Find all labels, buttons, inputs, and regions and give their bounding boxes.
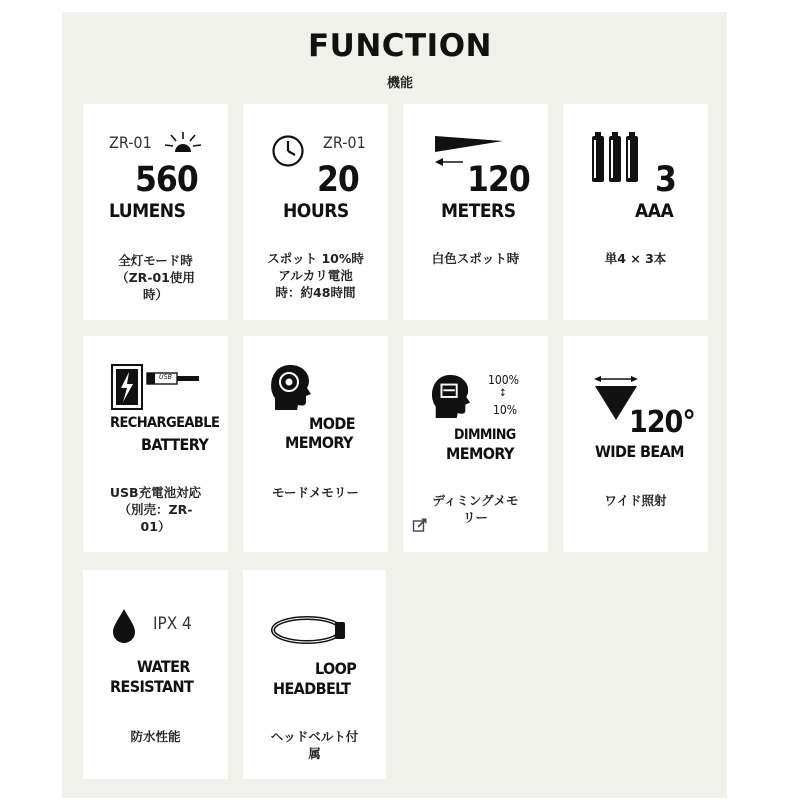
- dimming-line1: DIMMING: [454, 427, 516, 443]
- card-batteries: [563, 104, 708, 320]
- section-title: FUNCTION: [307, 28, 493, 64]
- mode-line1: MODE: [309, 414, 355, 433]
- head-dimming-icon: [430, 372, 472, 420]
- model-label: ZR-01: [323, 133, 366, 152]
- headbelt-icon: [269, 610, 347, 652]
- light-burst-icon: [163, 132, 203, 154]
- aaa-batteries-icon: [591, 132, 639, 184]
- head-memory-icon: [269, 362, 313, 412]
- rechargeable-line1: RECHARGEABLE: [110, 415, 220, 431]
- card-wide-beam: [563, 336, 708, 552]
- card-hours: [243, 104, 388, 320]
- dimming-low: 10%: [493, 403, 517, 417]
- meters-unit: METERS: [441, 200, 516, 222]
- beam-unit: WIDE BEAM: [595, 442, 684, 461]
- card-water: [83, 570, 228, 779]
- ipx-rating: IPX 4: [153, 614, 192, 634]
- batteries-desc: 単4 × 3本: [604, 251, 667, 266]
- dimming-arrow: ↕: [499, 388, 507, 399]
- battery-type: AAA: [635, 200, 674, 222]
- mode-desc: モードメモリー: [272, 485, 359, 500]
- lumens-value: 560: [135, 160, 198, 200]
- card-lumens: [83, 104, 228, 320]
- card-rechargeable: [83, 336, 228, 552]
- card-mode-memory: [243, 336, 388, 552]
- card-meters: [403, 104, 548, 320]
- rechargeable-desc: USB充電池対応 （別売：ZR- 01）: [109, 485, 202, 534]
- meters-desc: 白色スポット時: [431, 251, 520, 266]
- card-headbelt: [243, 570, 386, 779]
- water-line1: WATER: [137, 657, 190, 676]
- beam-angle: 120°: [629, 405, 695, 440]
- headbelt-line2: HEADBELT: [273, 679, 351, 698]
- meters-value: 120: [467, 160, 530, 200]
- water-drop-icon: [111, 608, 137, 644]
- dimming-desc: ディミングメモ リー: [432, 493, 519, 525]
- hours-desc: スポット 10%時 アルカリ電池 時：約48時間: [267, 251, 364, 300]
- mode-line2: MEMORY: [285, 433, 353, 452]
- battery-count: 3: [655, 160, 676, 200]
- headbelt-line1: LOOP: [315, 659, 357, 678]
- lumens-unit: LUMENS: [109, 200, 186, 222]
- model-label: ZR-01: [109, 133, 152, 152]
- beam-desc: ワイド照射: [604, 493, 667, 508]
- section-subtitle: 機能: [386, 76, 413, 91]
- rechargeable-line2: BATTERY: [141, 435, 209, 454]
- hours-value: 20: [317, 160, 359, 200]
- usb-label: USB: [159, 373, 172, 381]
- dimming-line2: MEMORY: [446, 444, 514, 463]
- external-link-icon[interactable]: [412, 517, 428, 533]
- dimming-high: 100%: [488, 373, 519, 387]
- water-desc: 防水性能: [130, 729, 181, 744]
- hours-unit: HOURS: [283, 200, 349, 222]
- water-line2: RESISTANT: [110, 677, 194, 696]
- lumens-desc: 全灯モード時 （ZR-01使用 時）: [116, 253, 195, 302]
- clock-icon: [271, 134, 305, 168]
- usb-battery-icon: [111, 364, 201, 410]
- headbelt-desc: ヘッドベルト付 属: [270, 729, 359, 761]
